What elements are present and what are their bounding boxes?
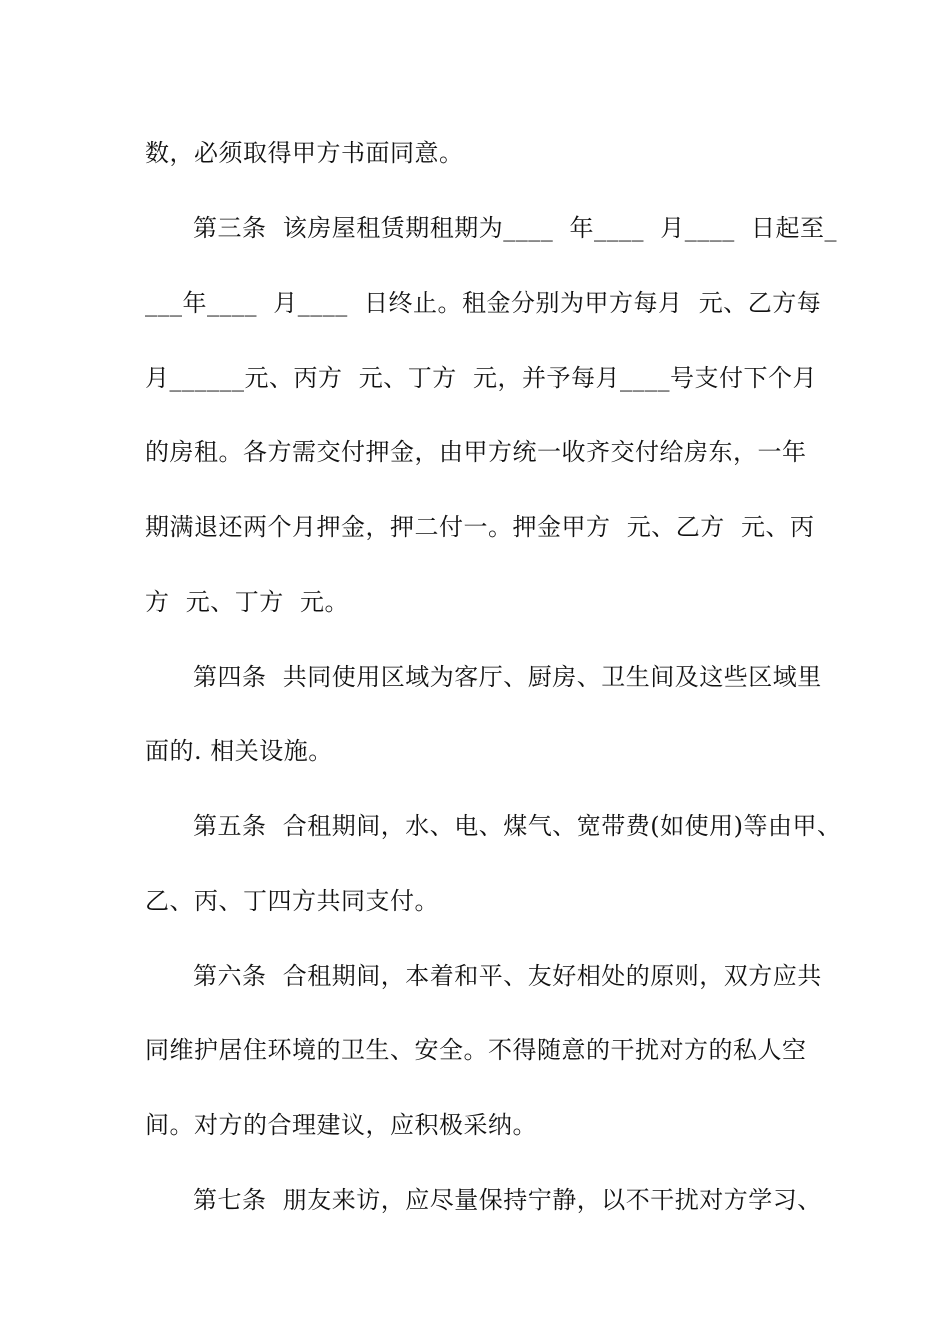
clause-3-line: ___年____ 月____ 日终止。租金分别为甲方每月 元、乙方每 xyxy=(145,289,822,317)
clause-3-heading-line: 第三条 该房屋租赁期租期为____ 年____ 月____ 日起至_ xyxy=(193,214,838,242)
clause-3-line: 的房租。各方需交付押金，由甲方统一收齐交付给房东，一年 xyxy=(145,438,807,466)
clause-3-line: 期满退还两个月押金，押二付一。押金甲方 元、乙方 元、丙 xyxy=(145,513,815,541)
clause-6-line: 同维护居住环境的卫生、安全。不得随意的干扰对方的私人空 xyxy=(145,1036,807,1064)
clause-6-heading-line: 第六条 合租期间，本着和平、友好相处的原则，双方应共 xyxy=(193,962,822,990)
clause-5-line: 乙、丙、丁四方共同支付。 xyxy=(145,887,439,915)
clause-4-heading-line: 第四条 共同使用区域为客厅、厨房、卫生间及这些区域里 xyxy=(193,663,822,691)
clause-3-line: 方 元、丁方 元。 xyxy=(145,588,350,616)
clause-5-heading-line: 第五条 合租期间，水、电、煤气、宽带费(如使用)等由甲、 xyxy=(193,812,842,840)
clause-2-continuation: 数，必须取得甲方书面同意。 xyxy=(145,139,464,167)
clause-4-line: 面的. 相关设施。 xyxy=(145,737,333,765)
clause-6-line: 间。对方的合理建议，应积极采纳。 xyxy=(145,1111,537,1139)
clause-3-line: 月______元、丙方 元、丁方 元，并予每月____号支付下个月 xyxy=(145,364,818,392)
clause-7-heading-line: 第七条 朋友来访，应尽量保持宁静，以不干扰对方学习、 xyxy=(193,1186,822,1214)
